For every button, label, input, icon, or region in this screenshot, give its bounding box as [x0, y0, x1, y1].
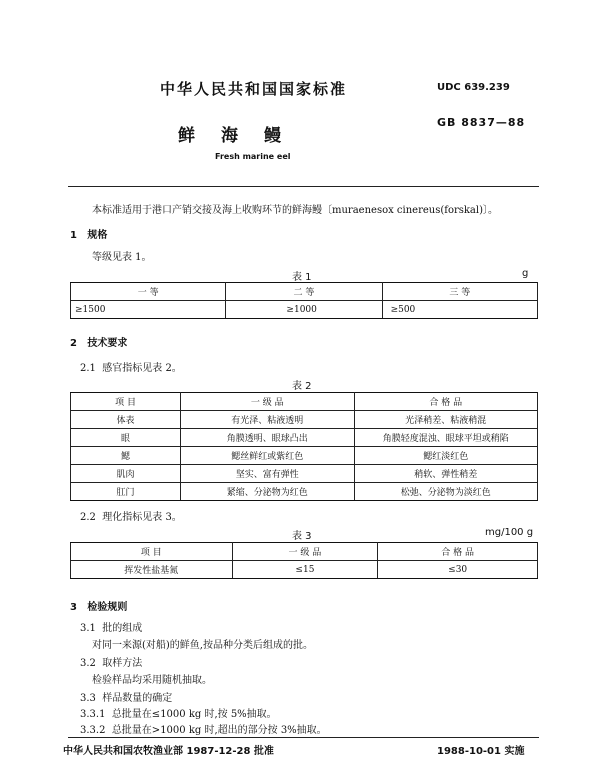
table3	[70, 542, 538, 579]
section2-1-text: 感官指标见表 2。	[102, 363, 182, 374]
table3-header-cell: 合 格 品	[378, 543, 538, 561]
section2-heading	[70, 334, 127, 349]
table2-row	[71, 411, 538, 429]
title-en: Fresh marine eel	[215, 152, 291, 161]
table2-row	[71, 465, 538, 483]
table1-header-cell: 二 等	[226, 283, 382, 301]
table3-row	[71, 561, 538, 579]
table1-caption: 表 1	[292, 272, 312, 283]
table3-cell: 挥发性盐基氮	[71, 561, 233, 579]
table2-header-cell: 合 格 品	[354, 393, 537, 411]
table1-row	[71, 301, 538, 319]
table2-cell: 角膜透明、眼球凸出	[181, 429, 355, 447]
section1-text: 等级见表 1。	[92, 252, 152, 263]
section3-2-title: 取样方法	[102, 658, 143, 669]
section2-2-text: 理化指标见表 3。	[102, 512, 182, 523]
section3-3-number: 3.3	[80, 693, 96, 704]
table2-cell: 光泽稍差、粘液稍混	[354, 411, 537, 429]
table2-cell: 鳃丝鲜红或紫红色	[181, 447, 355, 465]
table3-cell: ≤30	[378, 561, 538, 579]
section2-2	[80, 508, 182, 523]
table1	[70, 282, 538, 319]
section3-3-2-number: 3.3.2	[80, 725, 106, 736]
gb-number: GB 8837—88	[437, 116, 526, 129]
table2-cell: 稍软、弹性稍差	[354, 465, 537, 483]
section3-3-2	[80, 721, 327, 736]
table2-cell: 松弛、分泌物为淡红色	[354, 483, 537, 501]
udc-number: UDC 639.239	[437, 82, 510, 93]
table2-header-cell: 一 级 品	[181, 393, 355, 411]
section2-1	[80, 359, 182, 374]
table2-cell: 角膜轻度混浊、眼球平坦或稍陷	[354, 429, 537, 447]
table2-row	[71, 429, 538, 447]
section3-3-2-text: 总批量在>1000 kg 时,超出的部分按 3%抽取。	[111, 725, 327, 736]
table2-header-cell: 项 目	[71, 393, 181, 411]
section3-2-number: 3.2	[80, 658, 96, 669]
section3-2-text: 检验样品均采用随机抽取。	[92, 675, 212, 686]
table2-row	[71, 447, 538, 465]
footer-rule	[68, 737, 539, 738]
table2-row	[71, 483, 538, 501]
table3-header-cell: 一 级 品	[232, 543, 378, 561]
intro-text: 本标准适用于港口产销交接及海上收购环节的鲜海鳗〔muraenesox cinereus(forskal)〕。	[92, 205, 498, 216]
section3-2	[80, 654, 142, 669]
section3-title: 检验规则	[87, 602, 128, 613]
table3-header-cell: 项 目	[71, 543, 233, 561]
header-rule	[68, 186, 539, 187]
section1-title: 规格	[87, 230, 108, 241]
table2-cell: 鳃红淡红色	[354, 447, 537, 465]
table3-header-row	[71, 543, 538, 561]
section3-3-1	[80, 705, 277, 720]
table2	[70, 392, 538, 501]
table3-unit: mg/100 g	[485, 527, 534, 538]
table1-header-row	[71, 283, 538, 301]
standard-org: 中华人民共和国国家标准	[160, 80, 348, 98]
section3-1-title: 批的组成	[102, 623, 143, 634]
table2-cell: 有光泽、粘液透明	[181, 411, 355, 429]
table1-header-cell: 一 等	[71, 283, 226, 301]
section3-1-text: 对同一来源(对船)的鲜鱼,按品种分类后组成的批。	[92, 640, 313, 651]
table1-header-cell: 三 等	[382, 283, 537, 301]
section3-3-1-number: 3.3.1	[80, 709, 106, 720]
section3-heading	[70, 598, 127, 613]
section2-number: 2	[70, 338, 77, 349]
section3-3-title: 样品数量的确定	[102, 693, 173, 704]
section3-1-number: 3.1	[80, 623, 96, 634]
table2-cell: 眼	[71, 429, 181, 447]
table1-cell: ≥1000	[226, 301, 382, 319]
section2-title: 技术要求	[87, 338, 128, 349]
table2-cell: 紧缩、分泌物为红色	[181, 483, 355, 501]
implementation-date: 1988-10-01 实施	[437, 746, 525, 757]
table1-cell: ≥500	[382, 301, 537, 319]
approval-line: 中华人民共和国农牧渔业部 1987-12-28 批准	[63, 746, 274, 757]
section2-2-number: 2.2	[80, 512, 96, 523]
section3-3	[80, 689, 172, 704]
table2-header-row	[71, 393, 538, 411]
table2-cell: 坚实、富有弹性	[181, 465, 355, 483]
table3-cell: ≤15	[232, 561, 378, 579]
section2-1-number: 2.1	[80, 363, 96, 374]
table1-unit: g	[522, 268, 529, 279]
table2-cell: 鳃	[71, 447, 181, 465]
title-cn: 鲜海鳗	[178, 126, 307, 146]
table3-caption: 表 3	[292, 531, 312, 542]
table2-caption: 表 2	[292, 381, 312, 392]
table2-cell: 肛门	[71, 483, 181, 501]
table1-cell: ≥1500	[71, 301, 226, 319]
section3-number: 3	[70, 602, 77, 613]
section1-number: 1	[70, 230, 77, 241]
table2-cell: 体表	[71, 411, 181, 429]
section3-1	[80, 619, 142, 634]
table2-cell: 肌肉	[71, 465, 181, 483]
section3-3-1-text: 总批量在≤1000 kg 时,按 5%抽取。	[111, 709, 277, 720]
section1-heading	[70, 226, 107, 241]
